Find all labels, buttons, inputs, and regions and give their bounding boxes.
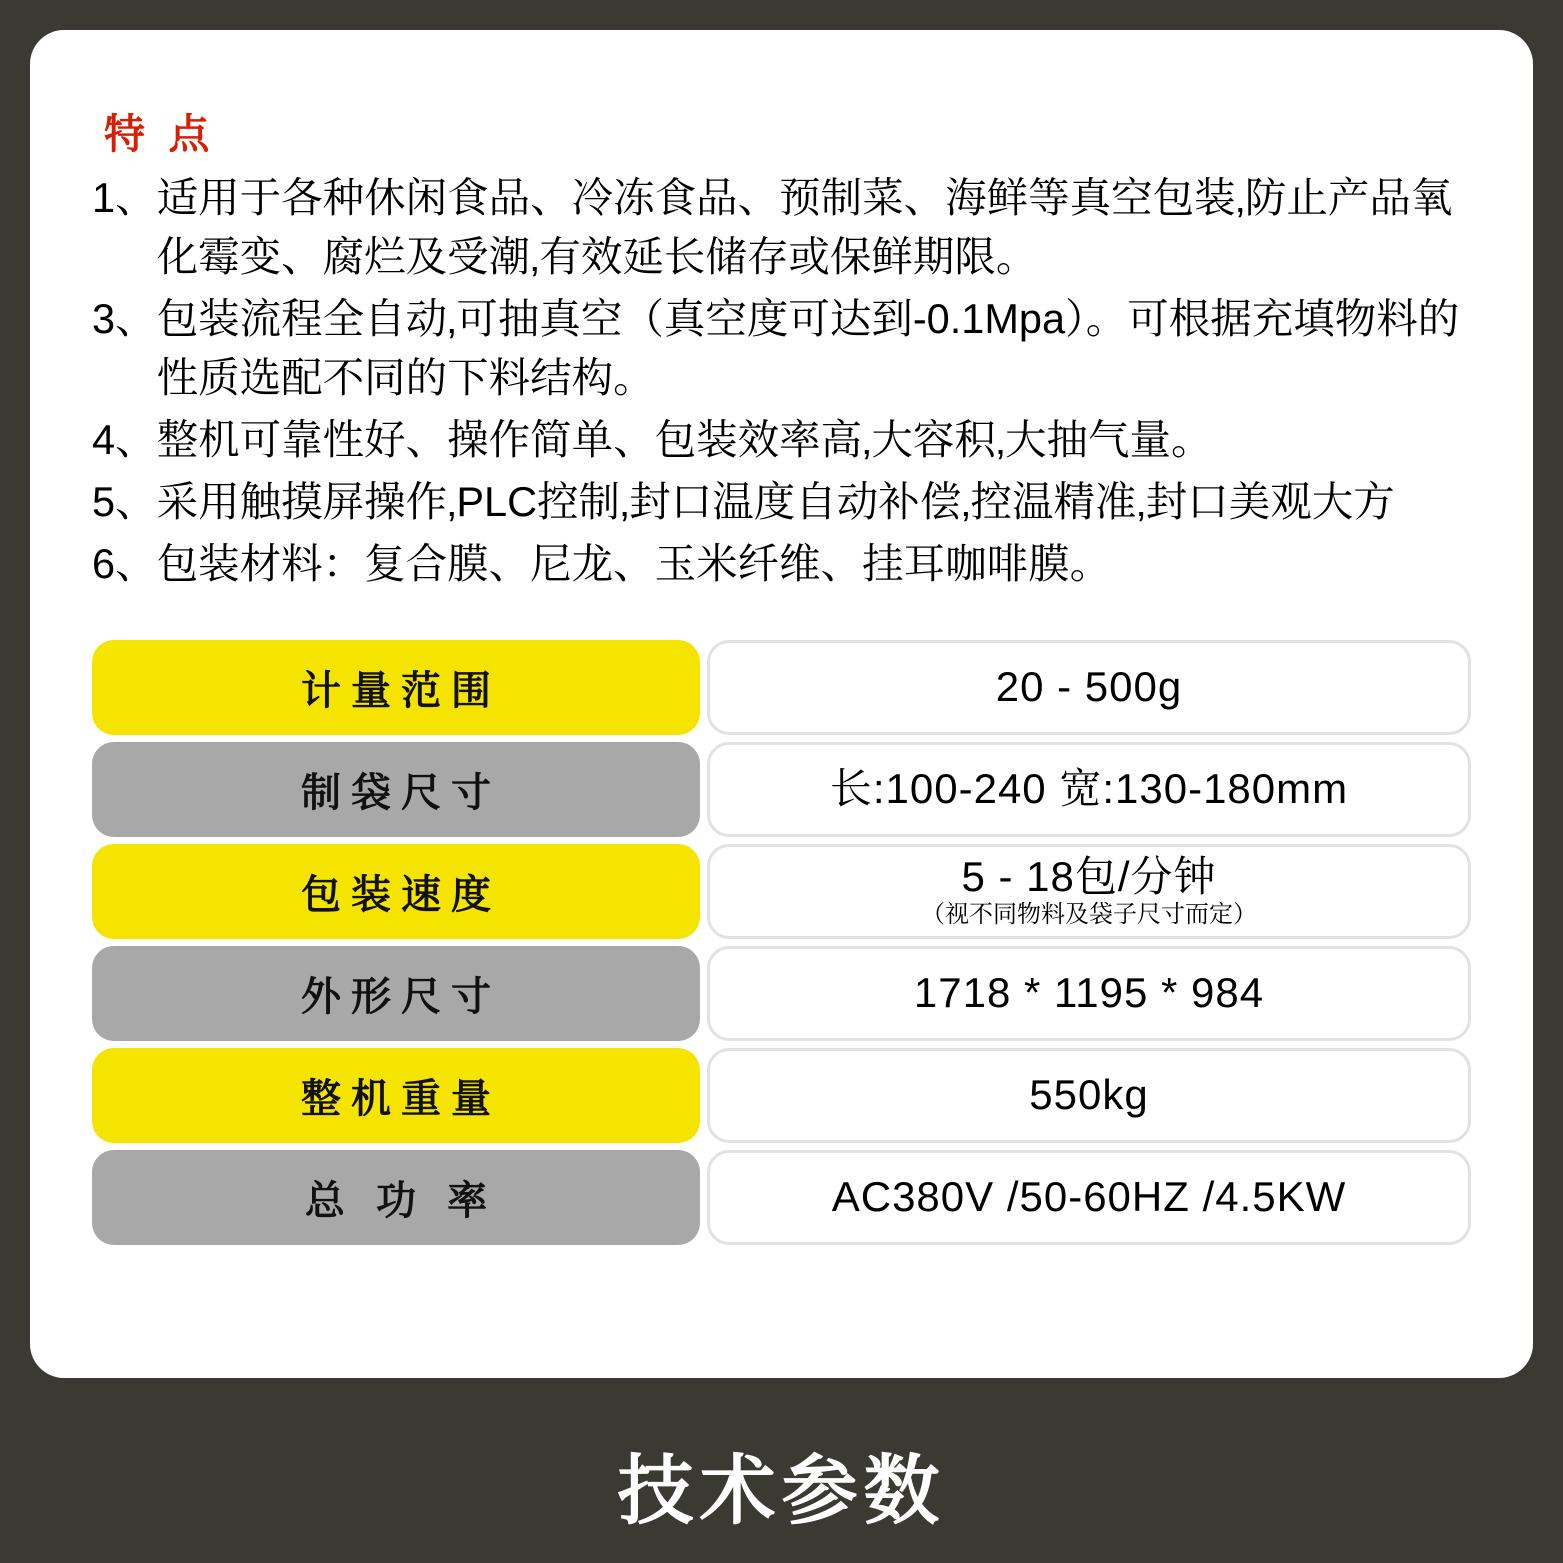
- spec-value-note: （视不同物料及袋子尺寸而定）: [921, 901, 1257, 929]
- list-item-text: 采用触摸屏操作‚PLC控制‚封口温度自动补偿‚控温精准‚封口美观大方: [156, 477, 1395, 525]
- spec-value: 长:100-240 宽:130-180mm: [829, 765, 1349, 813]
- spec-value-cell: [707, 946, 1471, 1041]
- spec-label: 外形尺寸: [92, 946, 700, 1041]
- content-card: [30, 30, 1533, 1378]
- list-item-number: 4、: [92, 415, 157, 463]
- spec-label: 制袋尺寸: [92, 742, 700, 837]
- spec-value: AC380V /50-60HZ /4.5KW: [831, 1173, 1347, 1221]
- spec-value: 5 - 18包/分钟: [961, 852, 1217, 900]
- spec-value-cell: [707, 742, 1471, 837]
- spec-label: 整机重量: [92, 1048, 700, 1143]
- spec-value: 1718 * 1195 * 984: [913, 969, 1265, 1017]
- spec-label: 计量范围: [92, 640, 700, 735]
- list-item-number: 5、: [92, 477, 157, 525]
- spec-value-cell: [707, 1048, 1471, 1143]
- spec-table: [92, 640, 1471, 1245]
- list-item-text: 包装材料：复合膜、尼龙、玉米纤维、挂耳咖啡膜。: [156, 539, 1112, 587]
- spec-label: 包装速度: [92, 844, 700, 939]
- table-row: [92, 1048, 1471, 1143]
- spec-label: 总 功 率: [92, 1150, 700, 1245]
- list-item-number: 1、: [92, 174, 157, 222]
- spec-value-cell: [707, 640, 1471, 735]
- list-item: [92, 473, 1471, 532]
- list-item-text: 整机可靠性好、操作简单、包装效率高‚大容积‚大抽气量。: [156, 415, 1213, 463]
- list-item: [92, 411, 1471, 470]
- table-row: [92, 742, 1471, 837]
- list-item-number: 6、: [92, 539, 157, 587]
- list-item-text: 适用于各种休闲食品、冷冻食品、预制菜、海鲜等真空包装‚防止产品氧化霉变、腐烂及受潮‚有效延长储存或保鲜期限。: [156, 174, 1453, 281]
- table-row: [92, 640, 1471, 735]
- spec-value-cell: [707, 1150, 1471, 1245]
- footer-title: 技术参数: [617, 1449, 946, 1534]
- list-item: [92, 290, 1471, 408]
- list-item-number: 3、: [92, 295, 157, 343]
- list-item-text: 包装流程全自动‚可抽真空（真空度可达到-0.1Mpa）。可根据充填物料的性质选配不同的下料结构。: [156, 295, 1460, 401]
- spec-value: 550kg: [1029, 1071, 1149, 1119]
- features-heading: 特 点: [104, 111, 216, 157]
- list-item: [92, 535, 1471, 594]
- table-row: [92, 946, 1471, 1041]
- spec-value-cell: [707, 844, 1471, 939]
- table-row: [92, 844, 1471, 939]
- table-row: [92, 1150, 1471, 1245]
- features-list: [92, 169, 1471, 593]
- spec-value: 20 - 500g: [995, 663, 1183, 711]
- list-item: [92, 169, 1471, 287]
